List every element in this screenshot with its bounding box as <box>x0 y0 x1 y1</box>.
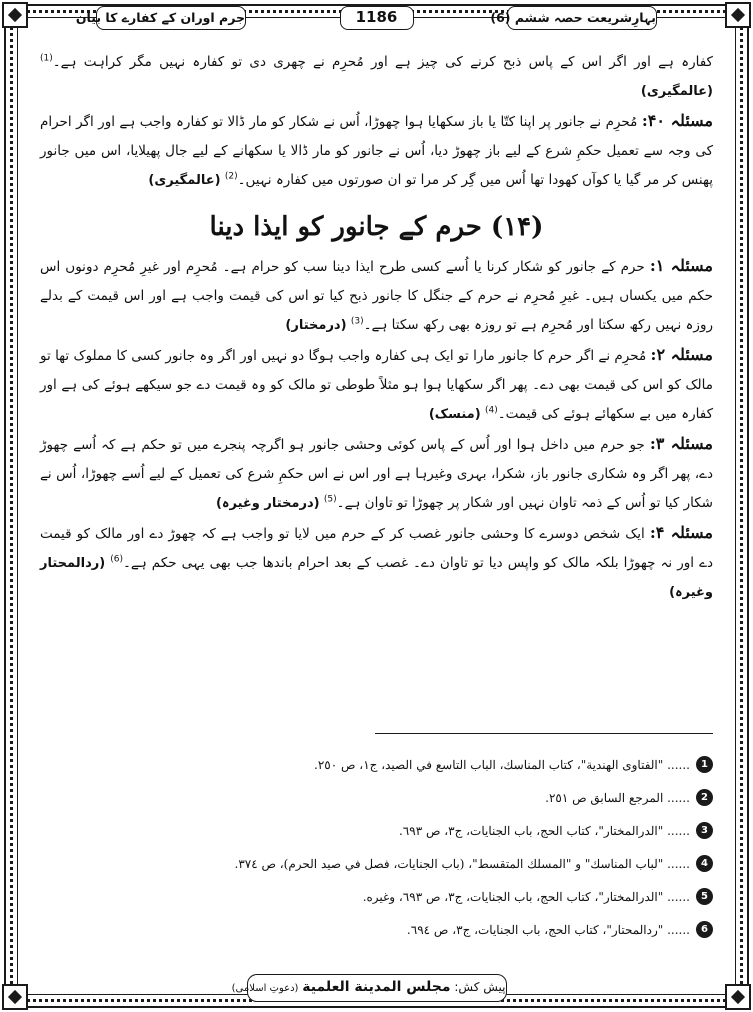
footnotes <box>40 748 713 946</box>
corner-ornament-icon <box>725 984 751 1010</box>
header-page-number: 1186 <box>340 6 414 30</box>
header-chapter-title: جرم اوران کے کفارے کا بیان <box>96 6 246 30</box>
paragraph-text: حرم کے جانور کو شکار کرنا یا اُسے کسی طرح ایذا دینا سب کو حرام ہے۔ مُحرِم اور غیرِ مُحرِم دونوں اس حکم میں یکساں ہیں۔ غیرِ مُحرِم نے حرم کے جنگل کا جانور ذبح کیا تو اس کی قیمت واجب ہے اور اس قیمت کے بدلے روزہ نہیں رکھ سکتا اور مُحرِم ہے تو روزہ بھی رکھ سکتا ہے۔ <box>40 259 713 333</box>
footnote-number: 2 <box>696 789 713 806</box>
footnote <box>40 814 713 847</box>
source-reference: (عالمگیری) <box>640 84 713 99</box>
footer-organization: مجلس المدينة العلمية <box>302 979 451 995</box>
footnote <box>40 847 713 880</box>
page-header <box>36 6 717 30</box>
footnote-number: 4 <box>696 855 713 872</box>
section-title: (۱۴) حرم کے جانور کو ایذا دینا <box>209 212 544 242</box>
masala-label: مسئلہ ۲: <box>650 345 713 364</box>
footnote-text: ...... "ردالمحتار"، كتاب الحج، باب الجنايات، ج٣، ص ٦٩٤. <box>406 922 690 937</box>
page-body <box>40 48 713 607</box>
source-reference: (ردالمحتار وغیرہ) <box>40 556 713 600</box>
masala-2 <box>40 340 713 429</box>
footnote-marker: (4) <box>484 405 498 416</box>
footnote-marker: (2) <box>224 171 238 182</box>
footnote-number: 6 <box>696 921 713 938</box>
masala-label: مسئلہ ۱: <box>649 256 713 275</box>
masala-4 <box>40 518 713 607</box>
paragraph-text: ایک شخص دوسرے کا وحشی جانور غصب کر کے حرم میں لایا تو واجب ہے کہ چھوڑ دے اور مالک کو قیمت دے اور نہ چھوڑا بلکہ مالک کو واپس دیا تو تاوان دے۔ غصب کے بعد احرام باندھا جب بھی یہی حکم ہے۔ <box>40 526 713 571</box>
footnote-marker: (1) <box>40 53 53 64</box>
paragraph-text: مُحرِم نے جانور پر اپنا کتّا یا باز سکھایا ہوا چھوڑا، اُس نے شکار کو مار ڈالا تو کفارہ واجب ہے اور اگر احرام کی وجہ سے تعمیل حکمِ شرع کے لیے باز چھوڑ دیا، اُس نے جانور کو مار ڈالا یا سکھانے کے لیے جال پھیلایا، اس میں جانور پھنس کر مر گیا یا کوآں کھودا تھا اُس میں گِر کر مرا تو ان صورتوں میں کفارہ نہیں۔ <box>40 114 713 188</box>
paragraph-text: مُحرِم نے اگر حرم کا جانور مارا تو ایک ہی کفارہ واجب ہوگا دو نہیں اور اگر وہ جانور کسی کا مملوک تھا تو مالک کو اس کی قیمت بھی دے۔ پھر اگر سکھایا ہوا ہو مثلاً طوطی تو مالک کو وہ قیمت دے جو سیکھے ہوئے کی ہے اور کفارہ میں بے سکھائے ہوئے کی قیمت۔ <box>40 348 713 422</box>
corner-ornament-icon <box>2 984 28 1010</box>
source-reference: (درمختار) <box>285 318 347 333</box>
footnote <box>40 781 713 814</box>
source-reference: (درمختار وغیرہ) <box>215 496 320 511</box>
masala-3 <box>40 429 713 518</box>
masala-label: مسئلہ ۴۰: <box>641 111 713 130</box>
footnote-divider <box>375 733 713 734</box>
masala-1 <box>40 251 713 340</box>
header-book-title: بہارِشریعت حصہ ششم (6) <box>507 6 657 30</box>
footnote-text: ...... "الدرالمختار"، كتاب الحج، باب الجنايات، ج٣، ص ٦٩٣. <box>398 823 690 838</box>
footnote-marker: (3) <box>350 316 364 327</box>
source-reference: (عالمگیری) <box>148 173 221 188</box>
footnote <box>40 748 713 781</box>
footnote-text: ...... "الفتاوى الهندية"، كتاب المناسك، الباب التاسع في الصيد، ج١، ص ٢٥٠. <box>314 757 690 772</box>
footnote-number: 1 <box>696 756 713 773</box>
footnote <box>40 880 713 913</box>
masala-label: مسئلہ ۳: <box>649 434 713 453</box>
page-footer <box>231 974 507 1002</box>
footnote-text: ...... المرجع السابق ص ٢٥١. <box>545 790 690 805</box>
footnote-number: 5 <box>696 888 713 905</box>
paragraph <box>40 48 713 106</box>
footnote-marker: (5) <box>323 494 337 505</box>
footer-subtitle: (دعوتِ اسلامی) <box>231 983 299 994</box>
footer-prefix: پیش کش: <box>454 980 506 994</box>
paragraph-text: جو حرم میں داخل ہوا اور اُس کے پاس کوئی وحشی جانور ہو اگرچہ پنجرے میں تو حکم ہے کہ اُسے چھوڑ دے، پھر اگر وہ شکاری جانور باز، شکرا، بہری وغیرہا ہے اور اس نے اس حکمِ شرع کی تعمیل کے لیے اُسے چھوڑا، اُس نے شکار کیا تو اُس کے ذمہ تاوان نہیں اور شکار پر چھوڑا تو تاوان ہے۔ <box>40 437 713 511</box>
footnote <box>40 913 713 946</box>
corner-ornament-icon <box>2 2 28 28</box>
footnote-number: 3 <box>696 822 713 839</box>
footnote-marker: (6) <box>110 554 124 565</box>
source-reference: (منسک) <box>428 407 481 422</box>
footnote-text: ...... "الدرالمختار"، كتاب الحج، باب الجنايات، ج٣، ص ٦٩٣، وغيره. <box>362 889 690 904</box>
masala-label: مسئلہ ۴: <box>649 523 713 542</box>
footnote-text: ...... "لباب المناسك" و "المسلك المتقسط"، (باب الجنايات، فصل في صيد الحرم)، ص ٣٧٤. <box>234 856 690 871</box>
paragraph-text: کفارہ ہے اور اگر اس کے پاس ذبح کرنے کی چیز ہے اور مُحرِم نے چھری دی تو کفارہ نہیں مگر کراہت ہے۔ <box>52 54 713 70</box>
masala-40 <box>40 106 713 195</box>
corner-ornament-icon <box>725 2 751 28</box>
